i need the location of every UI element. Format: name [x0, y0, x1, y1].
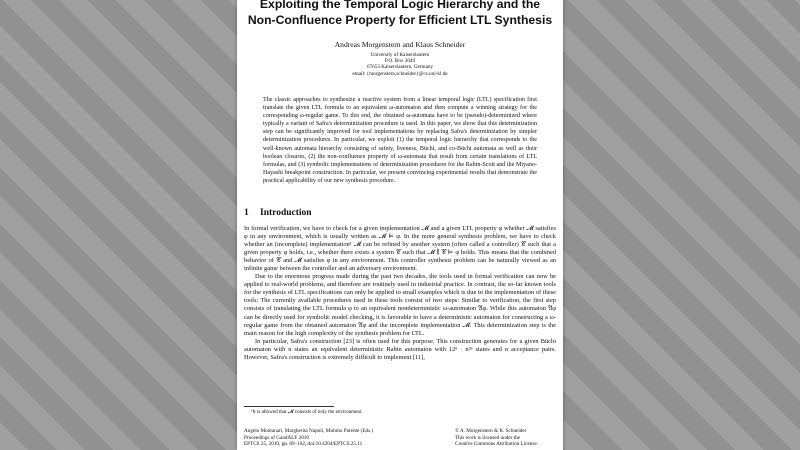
- footnote-rule: [244, 406, 334, 407]
- license-info: [455, 428, 538, 448]
- authors: Andreas Morgenstern and Klaus Schneider: [334, 40, 466, 49]
- paper-title: [237, 0, 563, 28]
- abstract: The classic approaches to synthesize a reactive system from a linear temporal logic (LTL) specification first translate the given LTL formula to an equivalent ω-automaton and then compute a winning strategy for the corresponding ω-regular game. To this end, the obtained ω-automata have to be (pseudo)-determinized where typically a variant of Safra's determinization procedure is used. In this paper, we show that this determinization step can be significantly improved for tool implementations by replacing Safra's determinization by simpler determinization procedures. In particular, we exploit (1) the temporal logic hierarchy that corresponds to the well-known automata hierarchy consisting of safety, liveness, Büchi, and co-Büchi automata as well as their boolean closures, (2) the non-confluence property of ω-automata that result from certain translations of LTL formulas, and (3) symbolic implementations of determinization procedures for the Rabin-Scott and the Miyano-Hayashi breakpoint construction. In particular, we present convincing experimental results that demonstrate the practical applicability of our new synthesis procedure.: [263, 97, 537, 184]
- license-text: This work is licensed under the: [455, 434, 520, 441]
- section-heading: [244, 207, 312, 219]
- body-text: [244, 225, 556, 362]
- proceedings-info: [244, 428, 373, 448]
- affiliation-pobox: P.O. Box 3049: [384, 58, 416, 65]
- section-title: Introduction: [260, 208, 312, 218]
- proceedings-editors: Angelo Montanari, Margherita Napoli, Mimmo Parente (Eds.): [244, 428, 374, 434]
- title-line-2: Non-Confluence Property for Efficient LTL Synthesis: [247, 13, 553, 27]
- affiliation-city: 67653 Kaiserslautern, Germany: [366, 64, 434, 71]
- paragraph-1: In formal verification, we have to check for a given implementation 𝓜 and a given LTL property φ whether 𝓜 satisfies φ in any environment, which is usually written as 𝓜 ⊨ φ. In the more general synthesis problem, we have to check whether an (incomplete) implementation¹ 𝓜 can be refined by another system (often called a controller) 𝒞 such that a given property φ holds, i.e., whether there exists a system 𝒞 such that 𝓜 ∥ 𝒞 ⊨ φ holds. This means that the combined behavior of 𝒞 and 𝓜 satisfies φ in any environment. This controller synthesis problem can be naturally viewed as an infinite game between the controller and an adversary environment.: [244, 225, 556, 273]
- affiliation: [237, 52, 563, 77]
- pdf-page: [237, 0, 563, 450]
- proceedings-doi: EPTCS 25, 2010, pp. 89–102, doi:10.4204/EPTCS.25.11: [244, 441, 363, 448]
- footnote: ¹It is allowed that 𝓜 consists of only the environment.: [251, 409, 363, 415]
- license-copyright: © A. Morgenstern & K. Schneider: [455, 428, 527, 434]
- paragraph-2: Due to the enormous progress made during the past two decades, the tools used in formal verification can now be applied to real-world problems, and therefore are routinely used in industrial practice. In contrast, the so-far known tools for the synthesis of LTL specifications can only be applied to small examples which is due to the implementation of these tools: The currently available procedures used in these tools consist of two steps: Similar to verification, the first step consists of translating the LTL formula φ to an equivalent nondeterministic ω-automaton 𝔄φ. While this automaton 𝔄φ can be directly used for symbolic model checking, it is favorable to have a deterministic automaton for constructing a ω-regular game from the obtained automaton 𝔄φ and the incomplete implementation 𝓜. This determinization step is the main reason for the high complexity of the synthesis problem for LTL.: [244, 273, 556, 337]
- license-name: Creative Commons Attribution License.: [455, 441, 538, 448]
- paragraph-3: In particular, Safra's construction [23] is often used for this purpose. This construction generates for a given Büchi automaton with n states an equivalent deterministic Rabin automaton with 12ⁿ · n²ⁿ states and n acceptance pairs. However, Safra's construction is extremely difficult to implement [11],: [244, 337, 556, 361]
- title-line-1: Exploiting the Temporal Logic Hierarchy and the: [259, 0, 541, 11]
- affiliation-university: University of Kaiserslautern: [370, 52, 430, 58]
- affiliation-email: email: {morgenstern,schneider}@cs.uni-kl.de: [352, 70, 448, 77]
- proceedings-name: Proceedings of GandALF 2010: [244, 434, 309, 441]
- section-number: 1: [244, 208, 249, 218]
